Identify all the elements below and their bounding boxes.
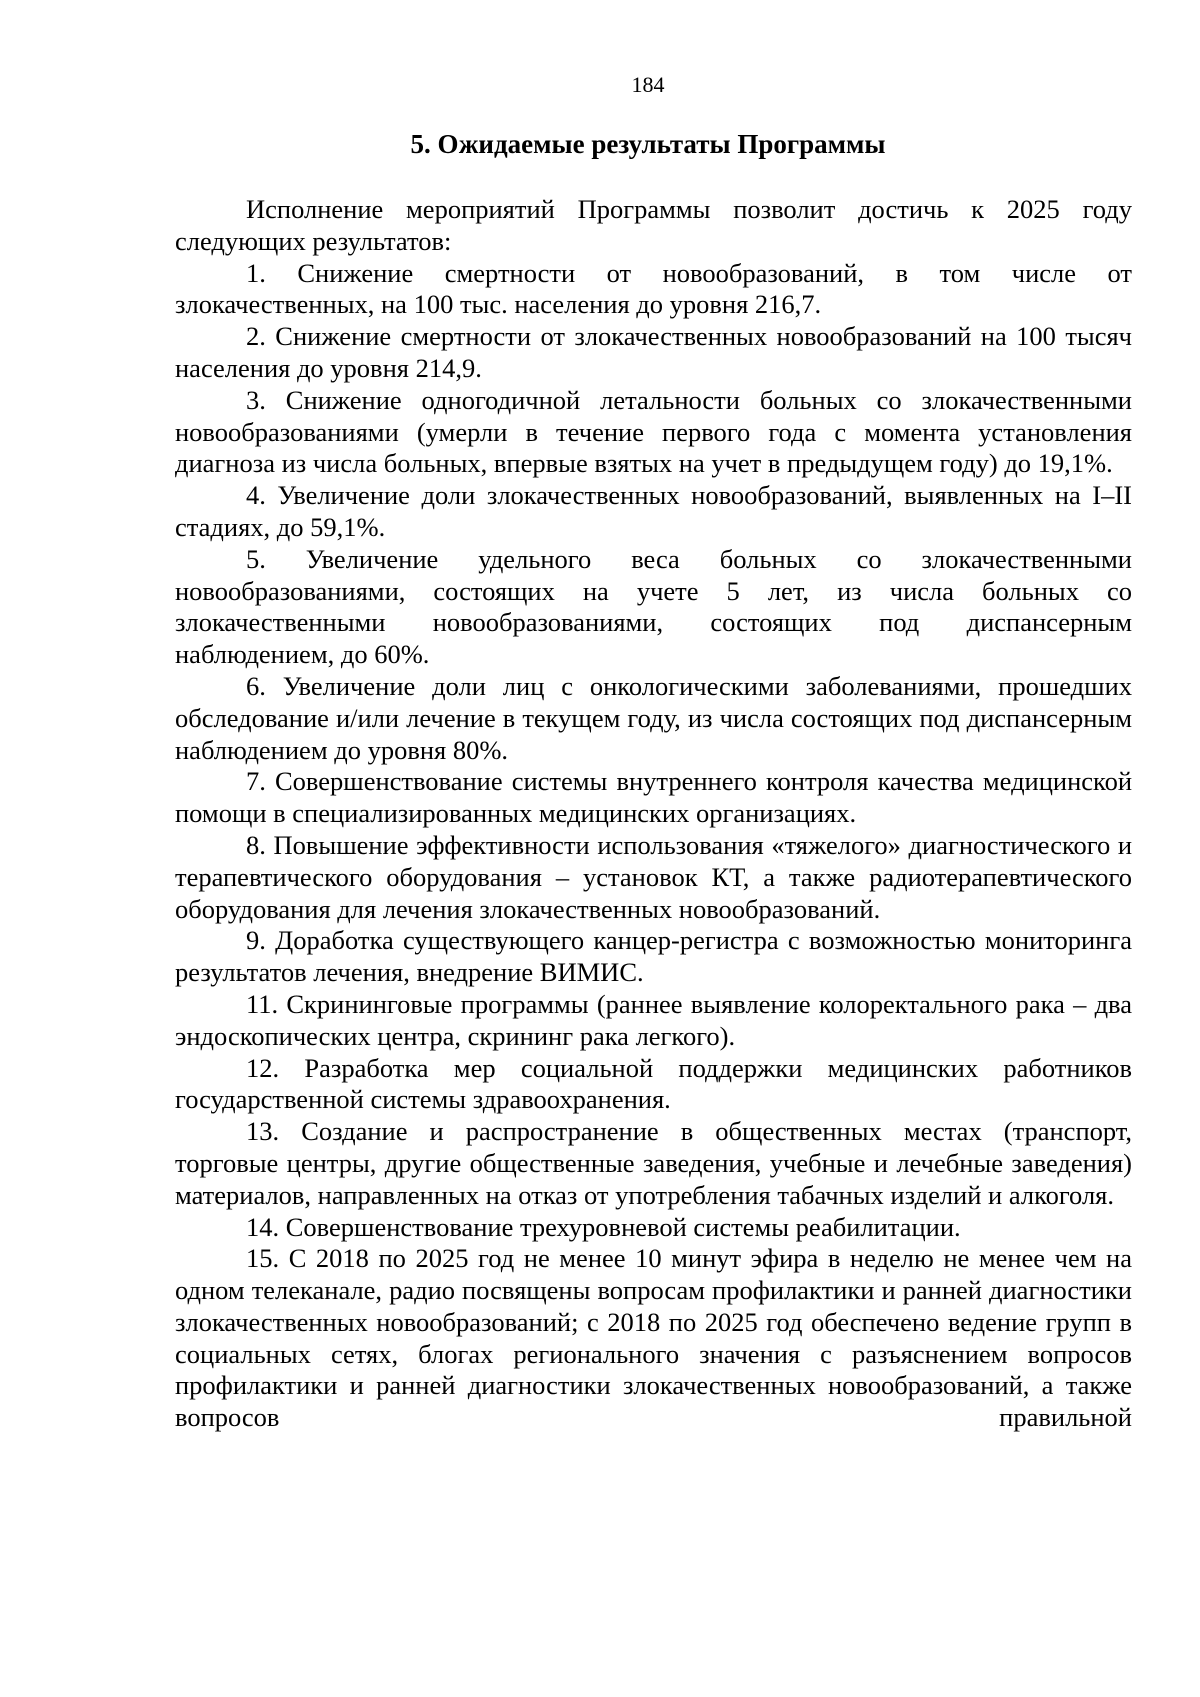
paragraph-item-9: 9. Доработка существующего канцер-регистра с возможностью мониторинга результатов лечения, внедрение ВИМИС. xyxy=(175,925,1132,988)
paragraph-item-1: 1. Снижение смертности от новообразований, в том числе от злокачественных, на 100 тыс. населения до уровня 216,7. xyxy=(175,257,1132,320)
paragraph-item-3: 3. Снижение одногодичной летальности больных со злокачественными новообразованиями (умерли в течение первого года с момента установления диагноза из числа больных, впервые взятых на учет в предыдущем году) до 19,1%. xyxy=(175,384,1132,479)
paragraph-item-5: 5. Увеличение удельного веса больных со злокачественными новообразованиями, состоящих на учете 5 лет, из числа больных со злокачественными новообразованиями, состоящих под диспансерным наблюдением, до 60%. xyxy=(175,543,1132,670)
paragraph-item-6: 6. Увеличение доли лиц с онкологическими заболеваниями, прошедших обследование и/или лечение в текущем году, из числа состоящих под диспансерным наблюдением до уровня 80%. xyxy=(175,670,1132,765)
paragraph-item-4: 4. Увеличение доли злокачественных новообразований, выявленных на I–II стадиях, до 59,1%. xyxy=(175,480,1132,542)
paragraph-item-13: 13. Создание и распространение в общественных местах (транспорт, торговые центры, другие общественные заведения, учебные и лечебные заведения) материалов, направленных на отказ от употребления табачных изделий и алкоголя. xyxy=(175,1116,1132,1210)
paragraph-item-2: 2. Снижение смертности от злокачественных новообразований на 100 тысяч населения до уровня 214,9. xyxy=(175,321,1132,383)
paragraph-item-14: 14. Совершенствование трехуровневой системы реабилитации. xyxy=(246,1211,961,1242)
paragraph-item-15: 15. С 2018 по 2025 год не менее 10 минут эфира в неделю не менее чем на одном телеканале, радио посвящены вопросам профилактики и ранней диагностики злокачественных новообразований; с 2018 по 2025 год обеспечено ведение групп в социальных сетях, блогах регионального значения с разъяснением вопросов профилактики и ранней диагностики злокачественных новообразований, а также вопросов правильной xyxy=(175,1243,1132,1433)
section-title: 5. Ожидаемые результаты Программы xyxy=(410,129,886,159)
paragraph-intro: Исполнение мероприятий Программы позволит достичь к 2025 году следующих результатов: xyxy=(175,194,1132,256)
paragraph-item-11: 11. Скрининговые программы (раннее выявление колоректального рака – два эндоскопических центра, скрининг рака легкого). xyxy=(175,988,1132,1051)
page-number: 184 xyxy=(631,72,665,97)
paragraph-item-7: 7. Совершенствование системы внутреннего контроля качества медицинской помощи в специализированных медицинских организациях. xyxy=(175,766,1132,829)
paragraph-item-12: 12. Разработка мер социальной поддержки медицинских работников государственной системы здравоохранения. xyxy=(175,1052,1132,1115)
body-text xyxy=(175,194,1132,1434)
paragraph-item-8: 8. Повышение эффективности использования «тяжелого» диагностического и терапевтического оборудования – установок КТ, а также радиотерапевтического оборудования для лечения злокачественных новообразований. xyxy=(175,829,1132,924)
